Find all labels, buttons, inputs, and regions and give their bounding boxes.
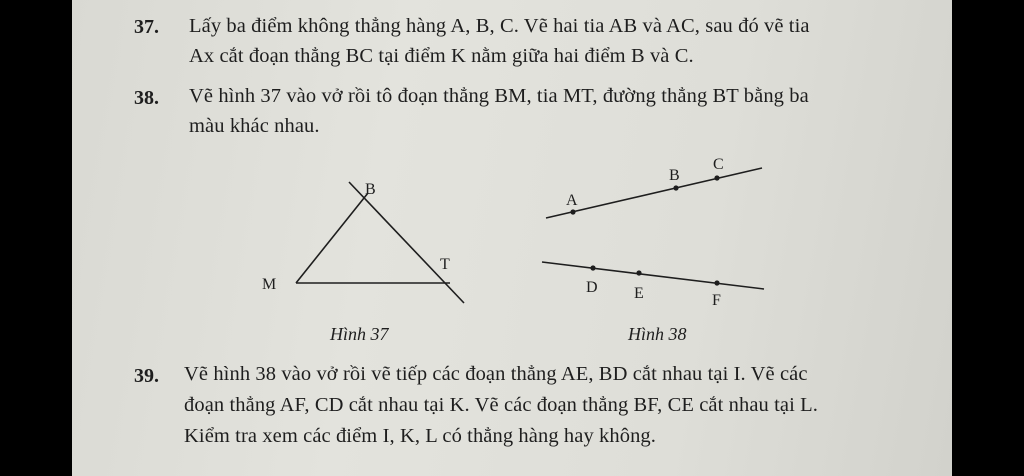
fig38-label-c: C: [713, 156, 724, 173]
figure-37-caption: Hình 37: [330, 324, 389, 344]
problem-37-line-2: Ax cắt đoạn thẳng BC tại điểm K nằm giữa hai điểm B và C.: [189, 45, 694, 67]
fig37-label-m: M: [262, 276, 277, 293]
problem-38-line-1: Vẽ hình 37 vào vở rồi tô đoạn thẳng BM, tia MT, đường thẳng BT bằng ba: [189, 85, 809, 107]
point-b: [673, 185, 678, 190]
segment-bm: [296, 193, 368, 283]
textbook-page: [72, 0, 952, 476]
problem-37-line-1: Lấy ba điểm không thẳng hàng A, B, C. Vẽ hai tia AB và AC, sau đó vẽ tia: [189, 15, 810, 37]
fig38-label-d: D: [586, 279, 598, 296]
problem-39-line-3: Kiểm tra xem các điểm I, K, L có thẳng hàng hay không.: [184, 425, 657, 447]
problem-37-number: 37.: [134, 16, 159, 38]
figure-37: [296, 182, 464, 303]
fig37-label-b: B: [365, 181, 376, 198]
problem-39-line-1: Vẽ hình 38 vào vở rồi vẽ tiếp các đoạn thẳng AE, BD cắt nhau tại I. Vẽ các: [184, 363, 808, 385]
problem-38-line-2: màu khác nhau.: [189, 115, 320, 137]
line-abc: [546, 168, 762, 218]
figure-38-caption: Hình 38: [628, 324, 687, 344]
problem-39-line-2: đoạn thẳng AF, CD cắt nhau tại K. Vẽ các đoạn thẳng BF, CE cắt nhau tại L.: [184, 394, 818, 416]
point-c: [714, 175, 719, 180]
figure-38: [542, 168, 764, 289]
point-f: [714, 280, 719, 285]
line-def: [542, 262, 764, 289]
point-a: [570, 209, 575, 214]
fig38-label-a: A: [566, 192, 578, 209]
problem-39-number: 39.: [134, 365, 159, 387]
fig38-label-f: F: [712, 292, 721, 309]
point-d: [590, 265, 595, 270]
line-bt: [349, 182, 464, 303]
point-e: [636, 270, 641, 275]
problem-38-number: 38.: [134, 87, 159, 109]
fig38-label-e: E: [634, 285, 644, 302]
fig38-label-b: B: [669, 167, 680, 184]
fig37-label-t: T: [440, 256, 450, 273]
